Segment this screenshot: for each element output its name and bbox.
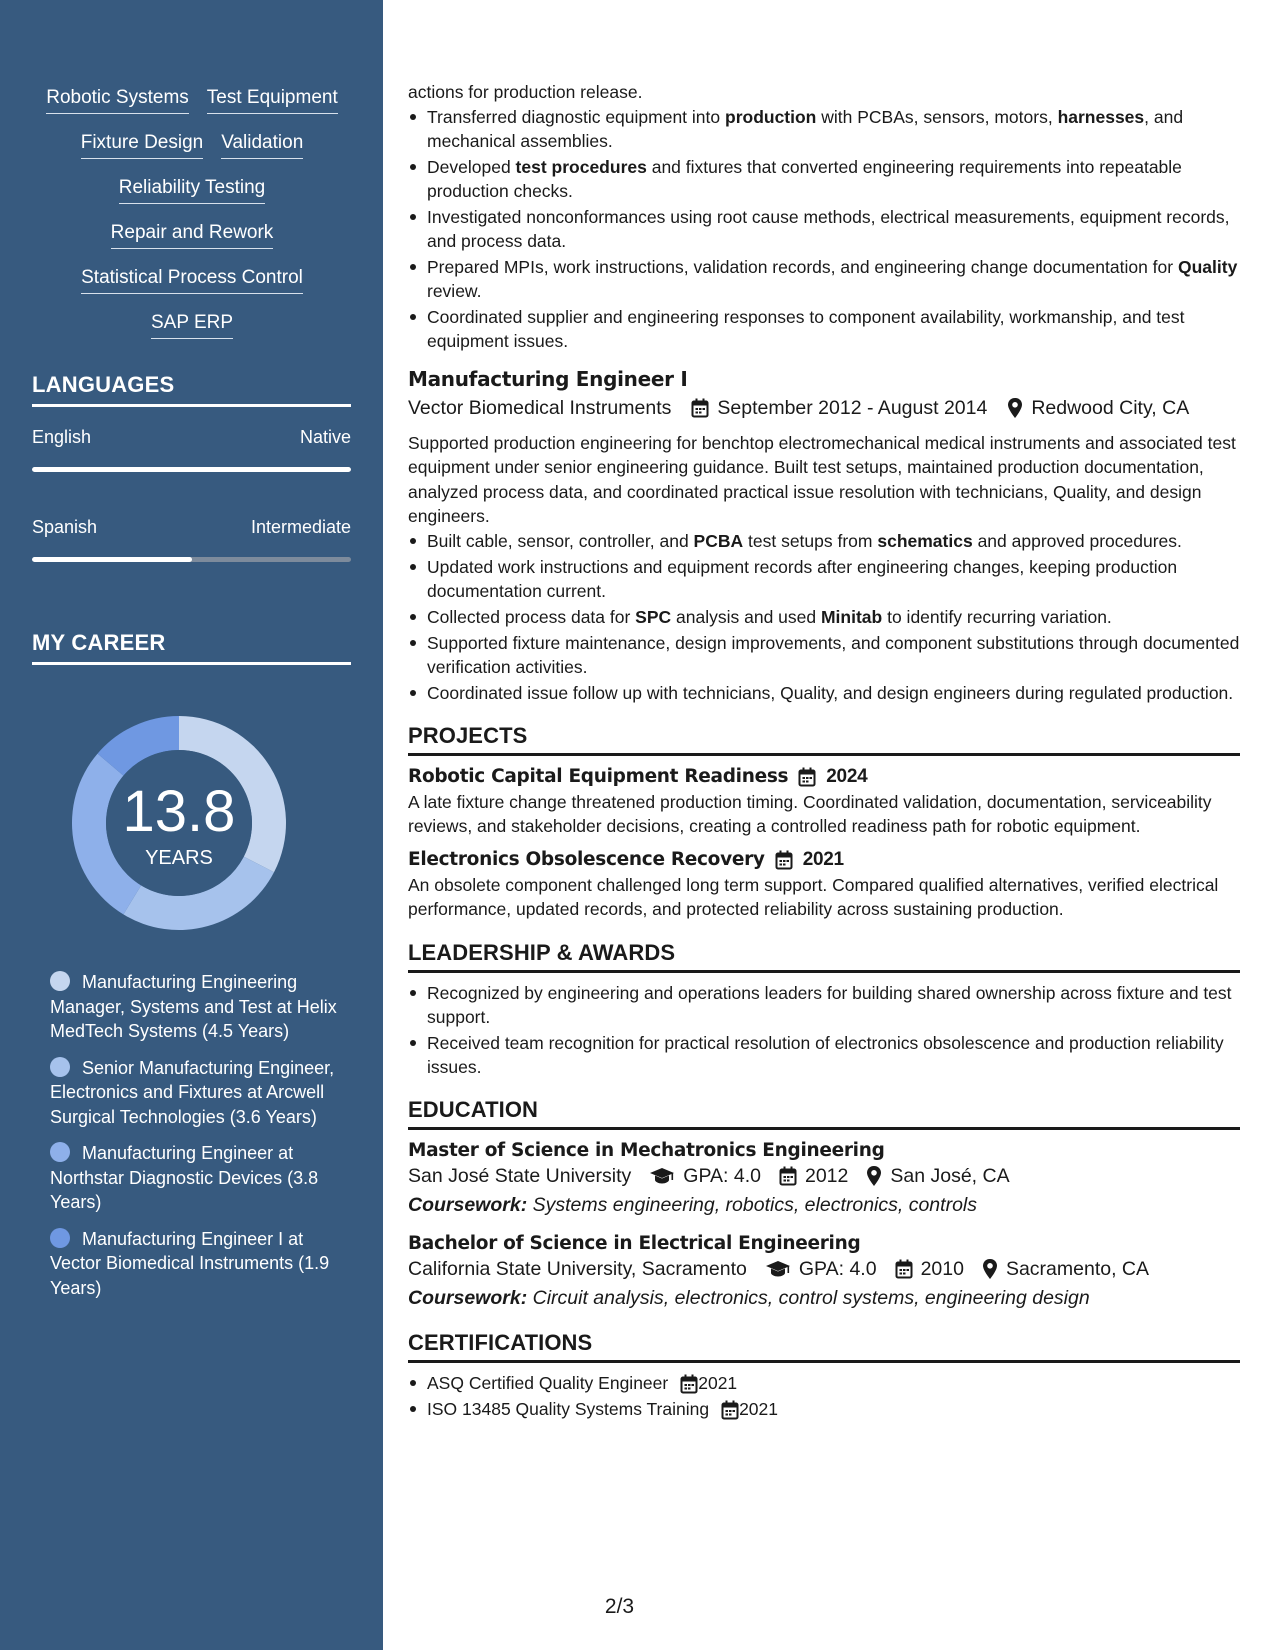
calendar-icon	[680, 1374, 698, 1394]
legend-dot	[50, 1142, 70, 1162]
school-location: San José, CA	[890, 1164, 1010, 1187]
bullet-item: Prepared MPIs, work instructions, validation records, and engineering change documentation for Quality review.	[408, 255, 1240, 303]
bullet-item: Built cable, sensor, controller, and PCBA test setups from schematics and approved procedures.	[408, 529, 1240, 553]
bullet-item: Developed test procedures and fixtures that converted engineering requirements into repeatable production checks.	[408, 155, 1240, 203]
graduation-cap-icon	[649, 1166, 675, 1186]
school: California State University, Sacramento	[408, 1257, 747, 1280]
certification-item	[408, 1371, 1240, 1395]
project-year: 2021	[802, 848, 844, 870]
language-spanish	[32, 517, 351, 562]
job-dates: September 2012 - August 2014	[717, 396, 988, 419]
leadership-heading: LEADERSHIP & AWARDS	[408, 940, 1240, 973]
education-meta	[408, 1254, 1240, 1284]
coursework: Coursework: Circuit analysis, electronics, control systems, engineering design	[408, 1286, 1090, 1309]
degree: Bachelor of Science in Electrical Engineering	[408, 1232, 861, 1254]
career-legend-text: Manufacturing Engineer at Northstar Diagnostic Devices (3.8 Years)	[50, 1143, 319, 1212]
education-entry	[408, 1233, 1240, 1312]
skill-tag: Statistical Process Control	[81, 266, 303, 294]
gpa: GPA: 4.0	[683, 1164, 761, 1187]
skill-tag: Fixture Design	[81, 131, 204, 159]
language-name: English	[32, 427, 92, 447]
career-legend-text: Manufacturing Engineer I at Vector Biomedical Instruments (1.9 Years)	[50, 1228, 330, 1298]
career-heading: MY CAREER	[32, 630, 351, 665]
language-level-bar	[32, 557, 351, 562]
project-title: Robotic Capital Equipment Readiness	[408, 766, 789, 787]
career-legend-text: Senior Manufacturing Engineer, Electronics and Fixtures at Arcwell Surgical Technologies (3.6 Years)	[50, 1057, 335, 1127]
job-company: Vector Biomedical Instruments	[408, 396, 672, 419]
career-legend-item	[50, 1227, 340, 1301]
project-description: A late fixture change threatened production timing. Coordinated validation, documentation, serviceability reviews, and stakeholder decisions, creating a controlled readiness path for robotic equipment.	[408, 791, 1212, 836]
bullet-item: Transferred diagnostic equipment into production with PCBAs, sensors, motors, harnesses, and mechanical assemblies.	[408, 105, 1240, 153]
school: San José State University	[408, 1164, 632, 1187]
leadership-item: Received team recognition for practical resolution of electronics obsolescence and production reliability issues.	[408, 1031, 1240, 1079]
job-summary: Supported production engineering for benchtop electromechanical medical instruments and associated test equipment under senior engineering guidance. Built test setups, maintained production documentation, analyzed process data, and coordinated practical issue resolution with technicians, Quality, and design engineers.	[408, 432, 1236, 526]
education-meta	[408, 1161, 1240, 1191]
bullet-item: Supported fixture maintenance, design improvements, and component substitutions through documented verification activities.	[408, 631, 1240, 679]
job-title: Manufacturing Engineer I	[408, 366, 688, 391]
skill-row	[32, 86, 352, 131]
legend-dot	[50, 971, 70, 991]
skill-row	[32, 311, 352, 356]
language-level: Native	[299, 427, 351, 447]
bullet-item: Collected process data for SPC analysis and used Minitab to identify recurring variation.	[408, 605, 1240, 629]
career-legend-text: Manufacturing Engineering Manager, Systems and Test at Helix MedTech Systems (4.5 Years)	[50, 972, 337, 1041]
project-title-row	[408, 766, 1240, 788]
school-location: Sacramento, CA	[1005, 1257, 1150, 1280]
language-level: Intermediate	[250, 517, 351, 537]
skill-tag: Robotic Systems	[46, 86, 189, 114]
graduation-cap-icon	[765, 1259, 791, 1279]
languages-heading: LANGUAGES	[32, 372, 351, 407]
project-year: 2024	[826, 765, 868, 787]
job-meta	[408, 393, 1240, 423]
career-legend-item	[50, 1141, 340, 1215]
career-legend-item	[50, 970, 340, 1044]
skills-list	[32, 86, 352, 356]
language-name: Spanish	[32, 517, 98, 537]
calendar-icon	[691, 398, 709, 418]
certifications-heading: CERTIFICATIONS	[408, 1330, 1240, 1363]
previous-job-tail: actions for production release.	[408, 82, 643, 102]
skill-tag: Reliability Testing	[119, 176, 265, 204]
calendar-icon	[779, 1166, 797, 1186]
graduation-year: 2012	[804, 1164, 849, 1187]
bullet-item: Coordinated supplier and engineering responses to component availability, workmanship, and test equipment issues.	[408, 305, 1240, 353]
calendar-icon	[721, 1400, 739, 1420]
projects-heading: PROJECTS	[408, 723, 1240, 756]
language-english	[32, 427, 351, 472]
bullet-item: Investigated nonconformances using root cause methods, electrical measurements, equipment records, and process data.	[408, 205, 1240, 253]
skill-tag: SAP ERP	[151, 311, 233, 339]
job-location: Redwood City, CA	[1031, 396, 1190, 419]
certification-name: ISO 13485 Quality Systems Training	[427, 1398, 710, 1419]
certification-name: ASQ Certified Quality Engineer	[427, 1372, 669, 1393]
job-bullets	[408, 529, 1240, 705]
skill-row	[32, 131, 352, 176]
education-list	[408, 1140, 1240, 1312]
leadership-item: Recognized by engineering and operations leaders for building shared ownership across fixture and test support.	[408, 981, 1240, 1029]
calendar-icon	[775, 850, 793, 870]
map-pin-icon	[1007, 397, 1023, 419]
career-legend	[50, 970, 340, 1312]
skill-row	[32, 176, 352, 221]
main-content	[408, 80, 1240, 1423]
certifications-list	[408, 1371, 1240, 1421]
career-unit-label: YEARS	[145, 847, 213, 869]
certification-year: 2021	[739, 1398, 779, 1419]
skill-tag: Repair and Rework	[111, 221, 274, 249]
graduation-year: 2010	[920, 1257, 964, 1280]
bullet-item: Updated work instructions and equipment records after engineering changes, keeping production documentation current.	[408, 555, 1240, 603]
skill-tag: Test Equipment	[207, 86, 338, 114]
certification-year: 2021	[698, 1372, 738, 1393]
legend-dot	[50, 1057, 70, 1077]
project-description: An obsolete component challenged long term support. Compared qualified alternatives, verified electrical performance, updated records, and protected reliability across sustaining production.	[408, 874, 1219, 919]
legend-dot	[50, 1228, 70, 1248]
bullet-item: Coordinated issue follow up with technicians, Quality, and design engineers during regulated production.	[408, 681, 1240, 705]
career-donut-chart	[66, 710, 292, 936]
career-total-years: 13.8	[122, 779, 236, 844]
language-level-bar	[32, 467, 351, 472]
certification-item	[408, 1397, 1240, 1421]
map-pin-icon	[982, 1258, 998, 1280]
coursework: Coursework: Systems engineering, robotics, electronics, controls	[408, 1193, 977, 1216]
calendar-icon	[895, 1259, 913, 1279]
skill-row	[32, 221, 352, 266]
education-entry	[408, 1140, 1240, 1219]
project-title: Electronics Obsolescence Recovery	[408, 849, 765, 870]
projects-list	[408, 766, 1240, 922]
calendar-icon	[798, 767, 816, 787]
gpa: GPA: 4.0	[798, 1257, 877, 1280]
education-heading: EDUCATION	[408, 1097, 1240, 1130]
degree: Master of Science in Mechatronics Engineering	[408, 1139, 885, 1161]
skill-row	[32, 266, 352, 311]
page-number: 2/3	[604, 1595, 635, 1618]
map-pin-icon	[866, 1165, 882, 1187]
skill-tag: Validation	[221, 131, 303, 159]
career-legend-item	[50, 1056, 340, 1130]
previous-job-bullets	[408, 105, 1240, 353]
project-title-row	[408, 849, 1240, 871]
sidebar	[0, 0, 383, 1650]
leadership-list	[408, 981, 1240, 1079]
